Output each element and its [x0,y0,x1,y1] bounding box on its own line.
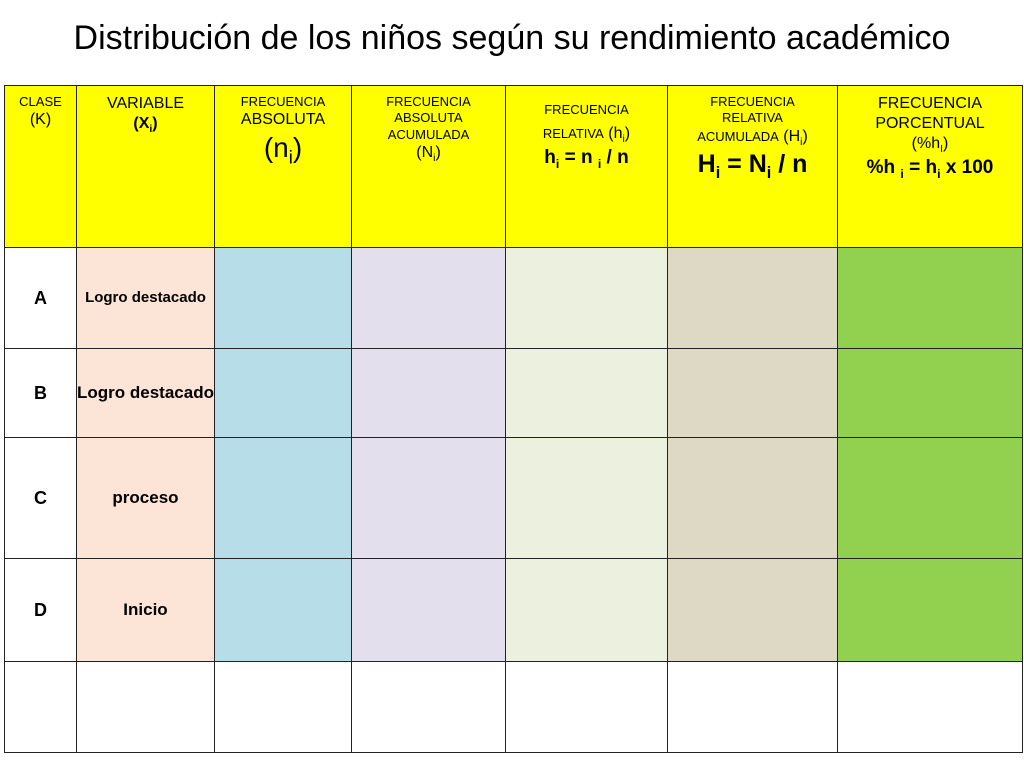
cell-frecuencia-relativa [506,248,668,349]
header-clase-label: CLASE [19,94,62,109]
cell-frecuencia-absoluta [215,248,352,349]
header-fp-formula: %h $_i = h_i$ x 100 [866,157,994,181]
cell-frecuencia-porcentual [838,248,1023,349]
cell-frecuencia-relativa-acumulada [668,248,838,349]
cell-frecuencia-relativa [506,559,668,662]
header-fra-line3: ACUMULADA $(H_i)$ [697,127,808,148]
frequency-table [4,85,1023,753]
cell-frecuencia-relativa-acumulada [668,349,838,438]
header-fa-line1: FRECUENCIA [240,94,326,109]
cell-clase: C [5,438,77,559]
header-fr-line1: FRECUENCIA [544,102,629,117]
table-row-empty [5,662,1023,753]
cell-frecuencia-relativa-acumulada [668,559,838,662]
cell-empty [215,662,352,753]
header-faa-symbol: $(N_i)$ [416,143,441,164]
cell-empty [668,662,838,753]
header-fp-line2: PORCENTUAL [875,115,985,132]
cell-frecuencia-relativa [506,438,668,559]
cell-frecuencia-absoluta [215,559,352,662]
cell-frecuencia-absoluta [215,438,352,559]
cell-clase: A [5,248,77,349]
cell-frecuencia-absoluta [215,349,352,438]
header-fra-line1: FRECUENCIA [710,94,795,109]
header-frecuencia-porcentual [838,86,1023,248]
cell-empty [77,662,215,753]
header-variable [77,86,215,248]
header-frecuencia-relativa-acumulada [668,86,838,248]
cell-empty [506,662,668,753]
header-fa-symbol: $(n_i)$ [263,132,303,168]
header-frecuencia-absoluta-acumulada [352,86,506,248]
cell-empty [352,662,506,753]
cell-clase: D [5,559,77,662]
header-faa-line1: FRECUENCIA [386,94,471,109]
cell-frecuencia-porcentual [838,438,1023,559]
cell-frecuencia-porcentual [838,559,1023,662]
cell-frecuencia-relativa-acumulada [668,438,838,559]
header-row [5,86,1023,248]
table-row [5,438,1023,559]
header-frecuencia-relativa [506,86,668,248]
header-fr-line2: RELATIVA $(h_i)$ [542,125,631,146]
header-fra-line2: RELATIVA [722,110,783,126]
header-variable-label: VARIABLE [106,95,185,112]
header-fr-formula: $h_i = n$ $_i$ / n [544,147,629,172]
cell-empty [838,662,1023,753]
cell-variable: Logro destacado [77,349,215,438]
header-fa-line2: ABSOLUTA [240,111,326,129]
header-fra-formula: $H_i = N_i / n$ [697,149,808,182]
table-row [5,349,1023,438]
cell-variable: proceso [77,438,215,559]
header-frecuencia-absoluta [215,86,352,248]
cell-clase: B [5,349,77,438]
cell-frecuencia-absoluta-acumulada [352,349,506,438]
header-variable-symbol: $(X_i)$ [133,115,158,136]
table-row [5,248,1023,349]
header-clase-symbol: (K) [29,111,52,129]
cell-frecuencia-porcentual [838,349,1023,438]
header-faa-line2: ABSOLUTA [394,110,463,126]
cell-frecuencia-relativa [506,349,668,438]
table-row [5,559,1023,662]
cell-frecuencia-absoluta-acumulada [352,559,506,662]
header-clase [5,86,77,248]
header-fp-line3: $(\%h_I)$ [911,135,949,156]
header-fp-line1: FRECUENCIA [877,95,982,112]
cell-frecuencia-absoluta-acumulada [352,248,506,349]
page-title: Distribución de los niños según su rendimiento académico [73,19,951,57]
cell-variable: Logro destacado [77,248,215,349]
cell-frecuencia-absoluta-acumulada [352,438,506,559]
cell-variable: Inicio [77,559,215,662]
cell-empty [5,662,77,753]
header-faa-line3: ACUMULADA [387,126,470,142]
